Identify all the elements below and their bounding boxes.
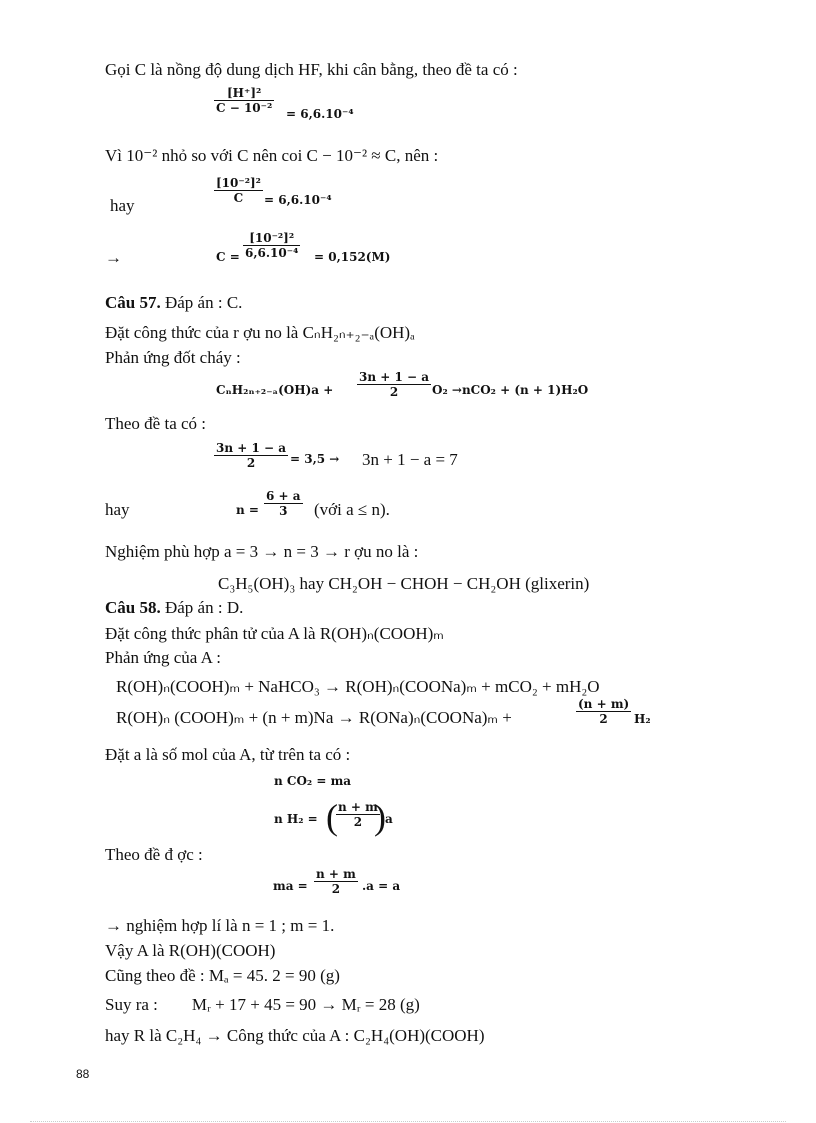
fraction-denominator: 2: [599, 712, 608, 726]
text-line: Đặt a là số mol của A, từ trên ta có :: [105, 745, 351, 764]
fraction-numerator: [H⁺]²: [226, 86, 262, 100]
equation-fraction: [264, 489, 303, 518]
text-hay: hay: [110, 196, 135, 215]
text-line: C₃H₅(OH)₃ hay CH₂OH − CHOH − CH₂OH (glixerin): [218, 574, 590, 593]
text-line: Cũng theo đề : Mₐ = 45. 2 = 90 (g): [105, 966, 340, 985]
text-line: Vì 10⁻² nhỏ so với C nên coi C − 10⁻² ≈ C, nên :: [105, 146, 439, 165]
equation-fraction: [214, 86, 274, 115]
equation-fraction: [314, 867, 358, 896]
text-line: Gọi C là nồng độ dung dịch HF, khi cân bằng, theo đề ta có :: [105, 60, 518, 79]
equation-rhs: = 6,6.10⁻⁴: [264, 193, 332, 207]
equation-rhs: = 3,5 →: [290, 452, 340, 466]
reaction-line: R(OH)ₙ(COOH)ₘ + NaHCO₃ → R(OH)ₙ(COONa)ₘ + mCO₂ + mH₂O: [116, 677, 600, 696]
question-heading: [105, 293, 242, 313]
arrow-symbol: →: [105, 248, 122, 267]
page-number: 88: [76, 1067, 90, 1081]
text-line: → nghiệm hợp lí là n = 1 ; m = 1.: [105, 916, 335, 935]
equation-rhs: a: [385, 812, 393, 826]
text-line: Phản ứng của A :: [105, 648, 221, 667]
text-line: Vậy A là R(OH)(COOH): [105, 941, 276, 960]
text-hay: hay: [105, 500, 130, 519]
fraction-numerator: [10⁻²]²: [249, 231, 295, 245]
equation-line: n CO₂ = ma: [274, 774, 352, 788]
equation-rhs: H₂: [634, 712, 651, 726]
text-line: hay R là C₂H₄ → Công thức của A : C₂H₄(OH)(COOH): [105, 1026, 485, 1045]
text-line: Suy ra : Mᵣ + 17 + 45 = 90 → Mᵣ = 28 (g): [105, 995, 420, 1014]
equation-lhs: ma =: [273, 879, 308, 893]
question-label: Câu 58.: [105, 598, 161, 617]
text-line: Theo đề đ ợc :: [105, 845, 203, 864]
text-line: (với a ≤ n).: [314, 500, 390, 519]
text-line: Phản ứng đốt cháy :: [105, 348, 241, 367]
fraction-denominator: 2: [353, 815, 363, 829]
left-paren: (: [326, 797, 338, 837]
fraction-denominator: 6,6.10⁻⁴: [245, 246, 299, 260]
equation-rhs: = 0,152(M): [314, 250, 391, 264]
text-line: Theo đề ta có :: [105, 414, 207, 433]
equation-fraction: [214, 441, 288, 470]
equation-lhs: C =: [216, 250, 240, 264]
reaction-line: R(OH)ₙ (COOH)ₘ + (n + m)Na → R(ONa)ₙ(COONa)ₘ +: [116, 708, 512, 727]
fraction-numerator: [10⁻²]²: [216, 176, 261, 190]
fraction-denominator: C − 10⁻²: [216, 101, 273, 115]
equation-lhs: n H₂ =: [274, 812, 318, 826]
equation-lhs: n =: [236, 503, 259, 517]
fraction-numerator: 6 + a: [266, 489, 301, 503]
fraction-numerator: 3n + 1 − a: [216, 441, 287, 455]
fraction-denominator: 2: [389, 385, 399, 399]
fraction-denominator: 2: [331, 882, 341, 896]
fraction-denominator: C: [233, 191, 244, 205]
question-heading: [105, 598, 243, 618]
text-line: Nghiệm phù hợp a = 3 → n = 3 → r ợu no là :: [105, 542, 419, 561]
text-line: Đặt công thức của r ợu no là CₙH₂ₙ₊₂₋ₐ(OH)ₐ: [105, 323, 415, 342]
fraction-numerator: 3n + 1 − a: [359, 370, 430, 384]
question-answer: Đáp án : C.: [160, 293, 243, 312]
question-label: Câu 57.: [105, 293, 161, 312]
text-line: 3n + 1 − a = 7: [362, 450, 458, 469]
equation-fraction: [214, 176, 263, 205]
equation-rhs: = 6,6.10⁻⁴: [286, 107, 354, 121]
fraction-numerator: n + m: [338, 800, 378, 814]
right-paren: ): [374, 797, 386, 837]
fraction-denominator: 2: [246, 456, 256, 470]
equation-fraction: [357, 370, 431, 399]
footer-divider: [30, 1121, 786, 1122]
equation-fraction: [243, 231, 300, 260]
fraction-numerator: (n + m): [578, 697, 630, 711]
equation-rhs: .a = a: [362, 879, 401, 893]
fraction-denominator: 3: [279, 504, 288, 518]
equation-fraction: [576, 697, 631, 726]
fraction-numerator: n + m: [316, 867, 356, 881]
text-line: Đặt công thức phân tử của A là R(OH)ₙ(COOH)ₘ: [105, 624, 444, 643]
equation-rhs: O₂ →nCO₂ + (n + 1)H₂O: [432, 383, 589, 397]
question-answer: Đáp án : D.: [160, 598, 244, 617]
equation-lhs: CₙH₂ₙ₊₂₋ₐ(OH)a +: [216, 383, 334, 397]
